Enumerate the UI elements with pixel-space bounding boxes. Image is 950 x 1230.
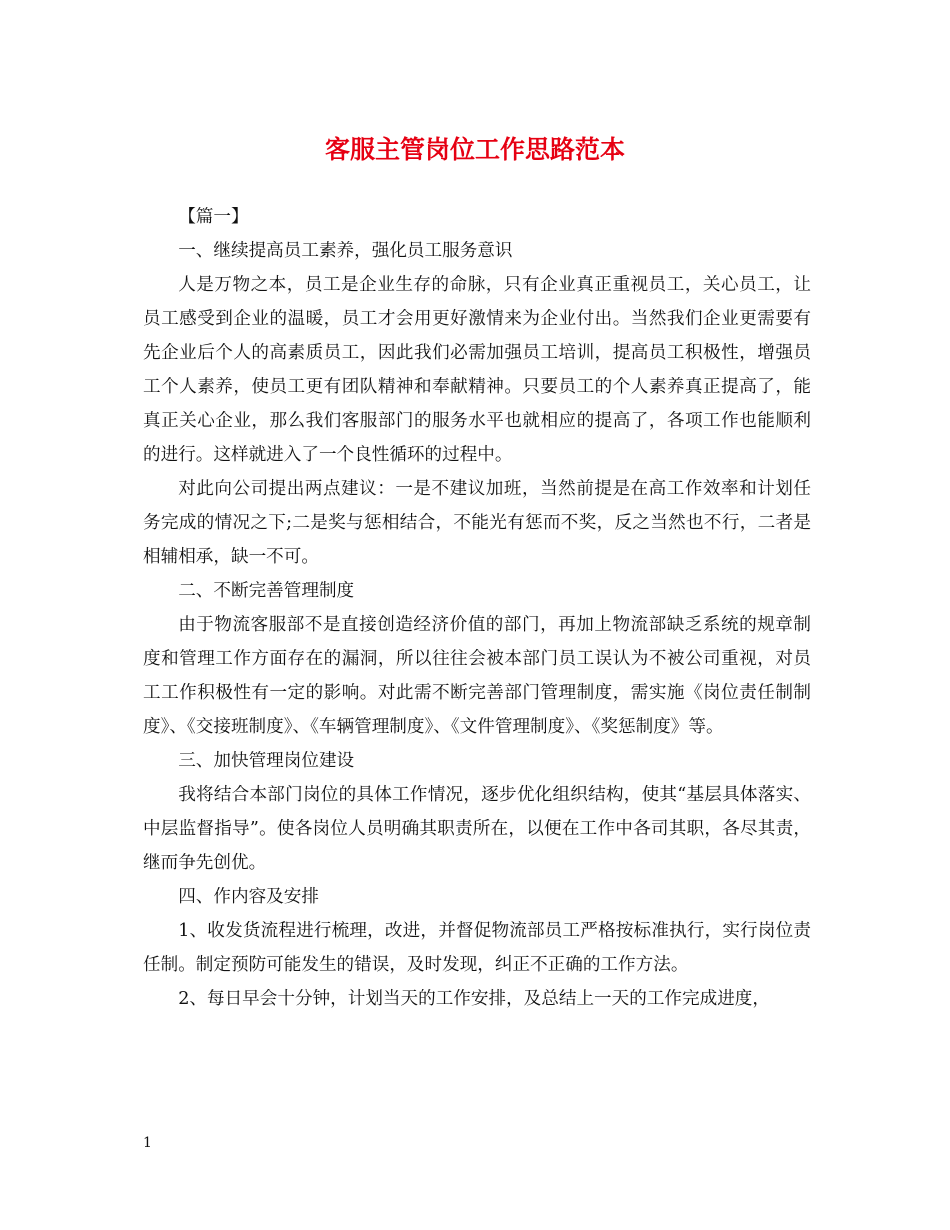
section-heading-2: 二、不断完善管理制度: [178, 581, 355, 601]
section-heading-1: 一、继续提高员工素养，强化员工服务意识: [178, 241, 513, 261]
list-item: 1、收发货流程进行梳理，改进，并督促物流部员工严格按标准执行，实行岗位责任制。制定预防可能发生的错误，及时发现，纠正不正确的工作方法。: [143, 921, 811, 975]
document-title: 客服主管岗位工作思路范本: [324, 135, 625, 164]
document-body: [143, 200, 811, 1016]
section-tag: 【篇一】: [178, 207, 249, 227]
paragraph: 由于物流客服部不是直接创造经济价值的部门，再加上物流部缺乏系统的规章制度和管理工作方面存在的漏洞，所以往往会被本部门员工误认为不被公司重视，对员工工作积极性有一定的影响。对此需不断完善部门管理制度，需实施《岗位责任制制度》、《交接班制度》、《车辆管理制度》、《文件管理制度》、《奖惩制度》等。: [143, 615, 811, 737]
paragraph: 对此向公司提出两点建议：一是不建议加班，当然前提是在高工作效率和计划任务完成的情况之下;二是奖与惩相结合，不能光有惩而不奖，反之当然也不行，二者是相辅相承，缺一不可。: [143, 479, 811, 567]
list-item: 2、每日早会十分钟，计划当天的工作安排，及总结上一天的工作完成进度，: [178, 989, 770, 1009]
section-heading-4: 四、作内容及安排: [178, 887, 319, 907]
paragraph: 我将结合本部门岗位的具体工作情况，逐步优化组织结构，使其“基层具体落实、中层监督指导”。使各岗位人员明确其职责所在，以便在工作中各司其职，各尽其责，继而争先创优。: [143, 785, 811, 873]
section-heading-3: 三、加快管理岗位建设: [178, 751, 355, 771]
paragraph: 人是万物之本，员工是企业生存的命脉，只有企业真正重视员工，关心员工，让员工感受到企业的温暖，员工才会用更好激情来为企业付出。当然我们企业更需要有先企业后个人的高素质员工，因此我们必需加强员工培训，提高员工积极性，增强员工个人素养，使员工更有团队精神和奉献精神。只要员工的个人素养真正提高了，能真正关心企业，那么我们客服部门的服务水平也就相应的提高了，各项工作也能顺利的进行。这样就进入了一个良性循环的过程中。: [143, 275, 811, 465]
page-number: 1: [143, 1135, 152, 1151]
